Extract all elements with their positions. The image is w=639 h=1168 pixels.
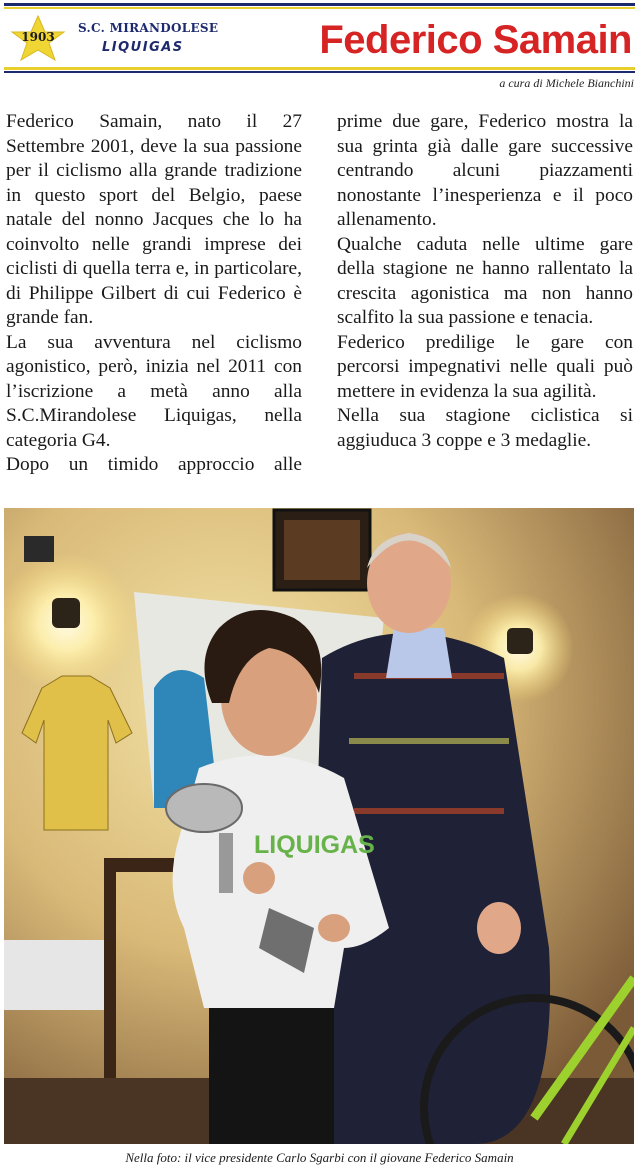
club-sponsor: LIQUIGAS [102, 40, 184, 55]
article-byline: a cura di Michele Bianchini [499, 76, 634, 90]
photo-caption: Nella foto: il vice presidente Carlo Sgarbi con il giovane Federico Samain [125, 1150, 514, 1165]
article-column-right [337, 110, 633, 453]
header-rule-top [4, 3, 635, 6]
header-rule-bottom [4, 71, 635, 73]
paragraph: Qualche caduta nelle ultime gare della stagione ne hanno rallentato la crescita agonistica ma non hanno scalfito la sua passione e tenacia. [337, 233, 633, 328]
wall-fixture [24, 536, 54, 562]
paragraph: Dopo un timido approccio alle [6, 454, 302, 475]
paragraph: Nella sua stagione ciclistica si aggiuduca 3 coppe e 3 medaglie. [337, 405, 633, 451]
logo-year: 1903 [21, 30, 55, 44]
paragraph: prime due gare, Federico mostra la sua grinta già dalle gare successive centrando alcuni piazzamenti nonostante l’inesperienza e il poco allenamento. [337, 111, 633, 230]
chair [104, 858, 116, 1108]
paragraph: La sua avventura nel ciclismo agonistico, però, inizia nel 2011 con l’iscrizione a metà anno alla S.C.Mirandolese Liquigas, nella categoria G4. [6, 331, 302, 451]
article-title: Federico Samain [319, 18, 632, 62]
page-header [4, 3, 635, 73]
shirt-logo-text: LIQUIGAS [254, 831, 375, 859]
box [4, 940, 104, 1010]
article-column-left [6, 110, 302, 478]
club-name: S.C. MIRANDOLESE [78, 21, 219, 35]
paragraph: Federico predilige le gare con percorsi impegnativi nelle quali può mettere in evidenza la sua agilità. [337, 331, 633, 402]
header-rule-top-gold [4, 7, 635, 9]
trophy-cup-icon [166, 784, 242, 832]
photo-illustration [4, 508, 634, 1144]
header-rule-bottom-gold [4, 67, 635, 70]
paragraph: Federico Samain, nato il 27 Settembre 2001, deve la sua passione per il ciclismo alla grande tradizione in questo sport del Belgio, paese natale del nonno Jacques che lo ha coinvolto nelle grandi imprese dei ciclisti di quella terra e, in particolare, di Philippe Gilbert di cui Federico è grande fan. [6, 111, 302, 328]
article-photo [4, 508, 634, 1144]
